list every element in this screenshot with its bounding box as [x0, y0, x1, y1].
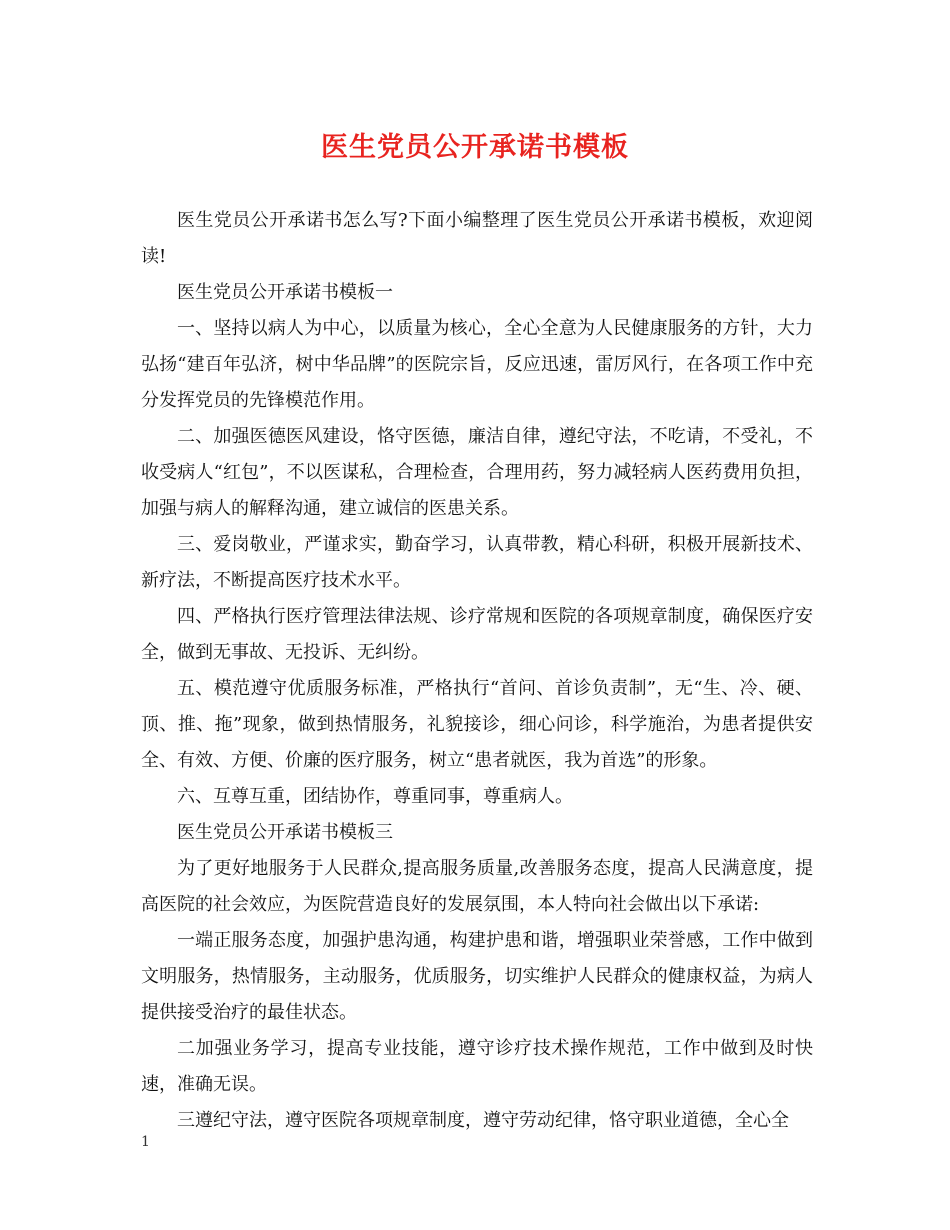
- paragraph-item-three: 三、爱岗敬业，严谨求实，勤奋学习，认真带教，精心科研，积极开展新技术、新疗法，不断提高医疗技术水平。: [141, 534, 813, 591]
- document-body: [141, 203, 813, 1139]
- paragraph-pledge-three: 三遵纪守法，遵守医院各项规章制度，遵守劳动纪律，恪守职业道德，全心全: [177, 1110, 789, 1131]
- paragraph-item-four: 四、严格执行医疗管理法律法规、诊疗常规和医院的各项规章制度，确保医疗安全，做到无事故、无投诉、无纠纷。: [141, 606, 813, 663]
- paragraph-pledge-intro: 为了更好地服务于人民群众,提高服务质量,改善服务态度，提高人民满意度，提高医院的社会效应，为医院营造良好的发展氛围，本人特向社会做出以下承诺:: [141, 858, 813, 915]
- section-heading-template-one: 医生党员公开承诺书模板一: [177, 282, 393, 303]
- section-heading-template-three: 医生党员公开承诺书模板三: [177, 822, 393, 843]
- paragraph-item-one: 一、坚持以病人为中心，以质量为核心，全心全意为人民健康服务的方针，大力弘扬“建百年弘济，树中华品牌”的医院宗旨，反应迅速，雷厉风行，在各项工作中充分发挥党员的先锋模范作用。: [141, 318, 813, 411]
- page-number: 1: [141, 1134, 150, 1150]
- paragraph-item-five: 五、模范遵守优质服务标准，严格执行“首问、首诊负责制”，无“生、冷、硬、顶、推、拖”现象，做到热情服务，礼貌接诊，细心问诊，科学施治，为患者提供安全、有效、方便、价廉的医疗服务，树立“患者就医，我为首选”的形象。: [141, 678, 813, 771]
- paragraph-pledge-two: 二加强业务学习，提高专业技能，遵守诊疗技术操作规范，工作中做到及时快速，准确无误。: [141, 1038, 813, 1095]
- document-title: 医生党员公开承诺书模板: [321, 132, 629, 163]
- paragraph-pledge-one: 一端正服务态度，加强护患沟通，构建护患和谐，增强职业荣誉感，工作中做到文明服务，热情服务，主动服务，优质服务，切实维护人民群众的健康权益，为病人提供接受治疗的最佳状态。: [141, 930, 813, 1023]
- paragraph-item-six: 六、互尊互重，团结协作，尊重同事，尊重病人。: [177, 786, 573, 807]
- paragraph-intro: 医生党员公开承诺书怎么写?下面小编整理了医生党员公开承诺书模板，欢迎阅读!: [141, 210, 813, 267]
- paragraph-item-two: 二、加强医德医风建设，恪守医德，廉洁自律，遵纪守法，不吃请，不受礼，不收受病人“红包”，不以医谋私，合理检查，合理用药，努力减轻病人医药费用负担，加强与病人的解释沟通，建立诚信的医患关系。: [141, 426, 813, 519]
